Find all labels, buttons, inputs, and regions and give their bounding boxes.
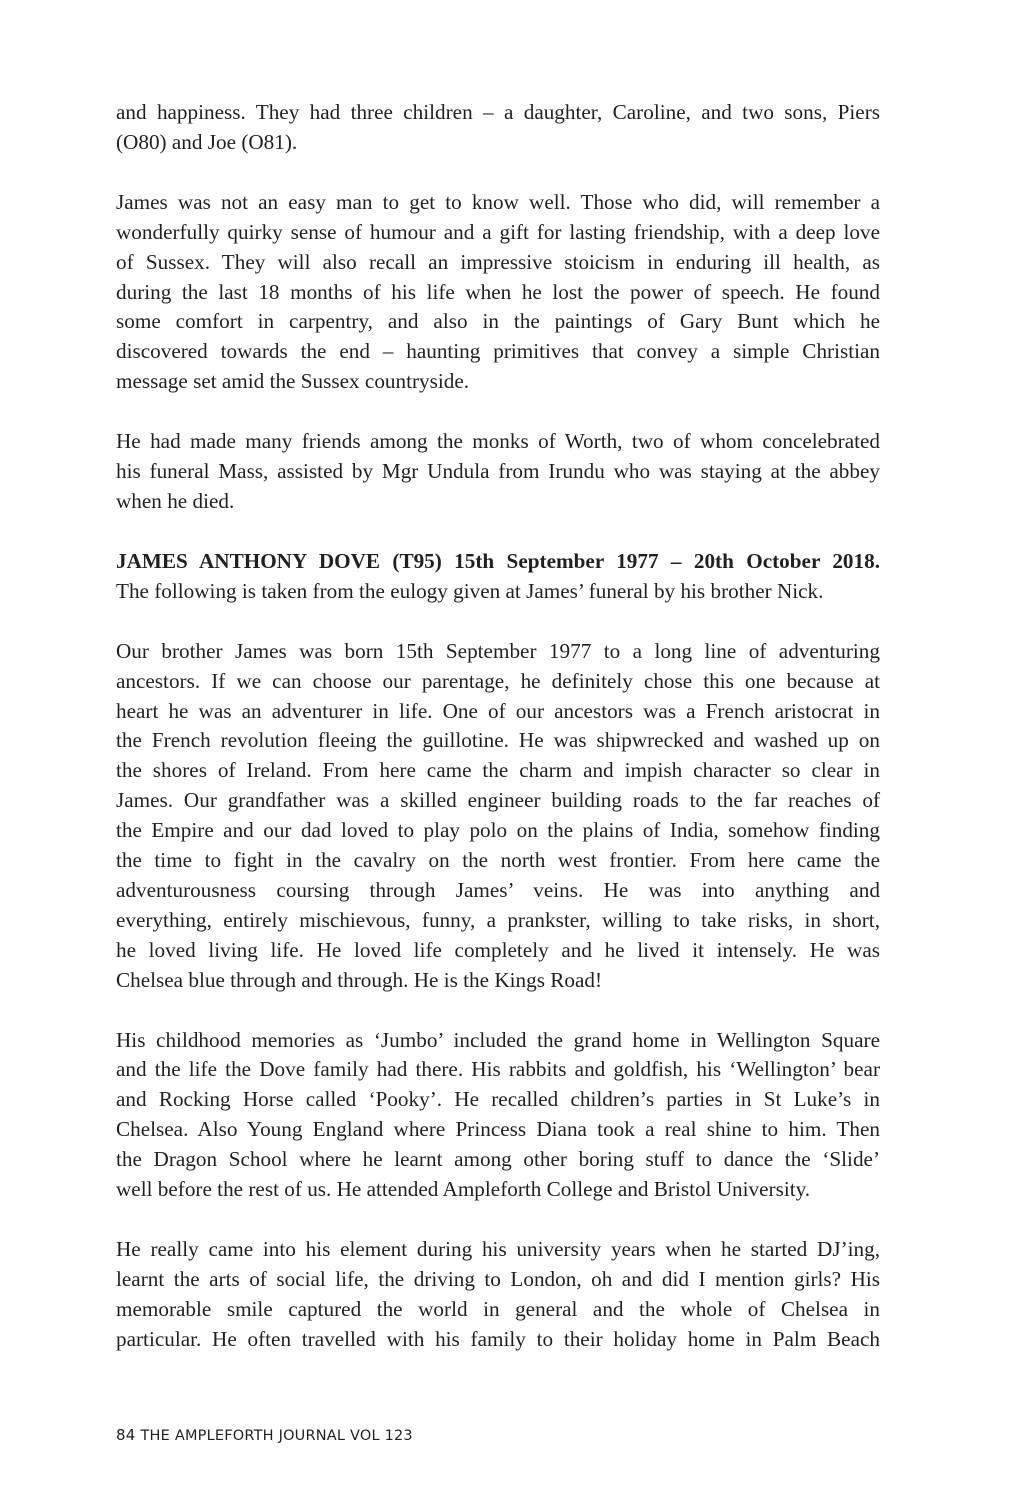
text-line: and Rocking Horse called ‘Pooky’. He recalled children’s parties in St Luke’s in	[116, 1087, 880, 1112]
text-line: and the life the Dove family had there. His rabbits and goldfish, his ‘Wellington’ bear	[116, 1057, 880, 1082]
text-line: the French revolution fleeing the guillotine. He was shipwrecked and washed up on	[116, 728, 880, 753]
text-line: during the last 18 months of his life when he lost the power of speech. He found	[116, 279, 880, 304]
text-line: James was not an easy man to get to know well. Those who did, will remember a	[116, 189, 880, 214]
text-line: the Dragon School where he learnt among other boring stuff to dance the ‘Slide’	[116, 1147, 880, 1172]
eulogy-text	[116, 637, 880, 1355]
text-line: wonderfully quirky sense of humour and a gift for lasting friendship, with a deep love	[116, 219, 880, 244]
text-line: and happiness. They had three children – a daughter, Caroline, and two sons, Piers	[116, 100, 880, 124]
preceding-paragraph	[116, 188, 880, 397]
text-line: He had made many friends among the monks of Worth, two of whom concelebrated	[116, 429, 880, 454]
text-line: message set amid the Sussex countryside.	[116, 369, 470, 394]
text-line: Chelsea. Also Young England where Princess Diana took a real shine to him. Then	[116, 1117, 880, 1142]
preceding-paragraph	[116, 427, 880, 517]
text-line: his funeral Mass, assisted by Mgr Undula from Irundu who was staying at the abbey	[116, 459, 880, 484]
text-line: He really came into his element during his university years when he started DJ’ing,	[116, 1237, 880, 1261]
preceding-paragraph	[116, 98, 880, 158]
eulogy-paragraph	[116, 637, 880, 996]
text-line: everything, entirely mischievous, funny, a prankster, willing to take risks, in short,	[116, 907, 880, 932]
text-line: Our brother James was born 15th September 1977 to a long line of adventuring	[116, 638, 880, 663]
obituary-header	[116, 547, 880, 607]
page-body	[116, 98, 880, 1385]
text-line: when he died.	[116, 488, 235, 513]
page-footer	[116, 1426, 413, 1444]
text-line: of Sussex. They will also recall an impressive stoicism in enduring ill health, as	[116, 249, 880, 274]
text-line: adventurousness coursing through James’ veins. He was into anything and	[116, 877, 880, 902]
text-line: the Empire and our dad loved to play polo on the plains of India, somehow finding	[116, 818, 880, 843]
text-line: memorable smile captured the world in general and the whole of Chelsea in	[116, 1296, 880, 1321]
text-line: the shores of Ireland. From here came the charm and impish character so clear in	[116, 758, 880, 783]
obituary-intro: The following is taken from the eulogy given at James’ funeral by his brother Nick.	[116, 578, 824, 603]
text-line: particular. He often travelled with his family to their holiday home in Palm Beach	[116, 1326, 880, 1351]
obituary-heading: JAMES ANTHONY DOVE (T95) 15th September 1977 – 20th October 2018.	[116, 548, 880, 573]
text-line: learnt the arts of social life, the driving to London, oh and did I mention girls? His	[116, 1266, 880, 1291]
text-line: the time to fight in the cavalry on the north west frontier. From here came the	[116, 848, 880, 873]
text-line: James. Our grandfather was a skilled engineer building roads to the far reaches of	[116, 788, 880, 813]
text-line: well before the rest of us. He attended Ampleforth College and Bristol University.	[116, 1177, 811, 1202]
text-line: he loved living life. He loved life completely and he lived it intensely. He was	[116, 937, 880, 962]
journal-title: THE AMPLEFORTH JOURNAL VOL 123	[140, 1428, 413, 1444]
preceding-obituary-text	[116, 98, 880, 517]
page-number: 84	[116, 1426, 136, 1444]
text-line: ancestors. If we can choose our parentage, he definitely chose this one because at	[116, 668, 880, 693]
text-line: (O80) and Joe (O81).	[116, 129, 298, 154]
text-line: heart he was an adventurer in life. One of our ancestors was a French aristocrat in	[116, 698, 880, 723]
text-line: Chelsea blue through and through. He is the Kings Road!	[116, 967, 603, 992]
eulogy-paragraph	[116, 1235, 880, 1355]
text-line: discovered towards the end – haunting primitives that convey a simple Christian	[116, 339, 880, 364]
eulogy-paragraph	[116, 1026, 880, 1205]
text-line: His childhood memories as ‘Jumbo’ included the grand home in Wellington Square	[116, 1027, 880, 1052]
text-line: some comfort in carpentry, and also in the paintings of Gary Bunt which he	[116, 309, 880, 334]
